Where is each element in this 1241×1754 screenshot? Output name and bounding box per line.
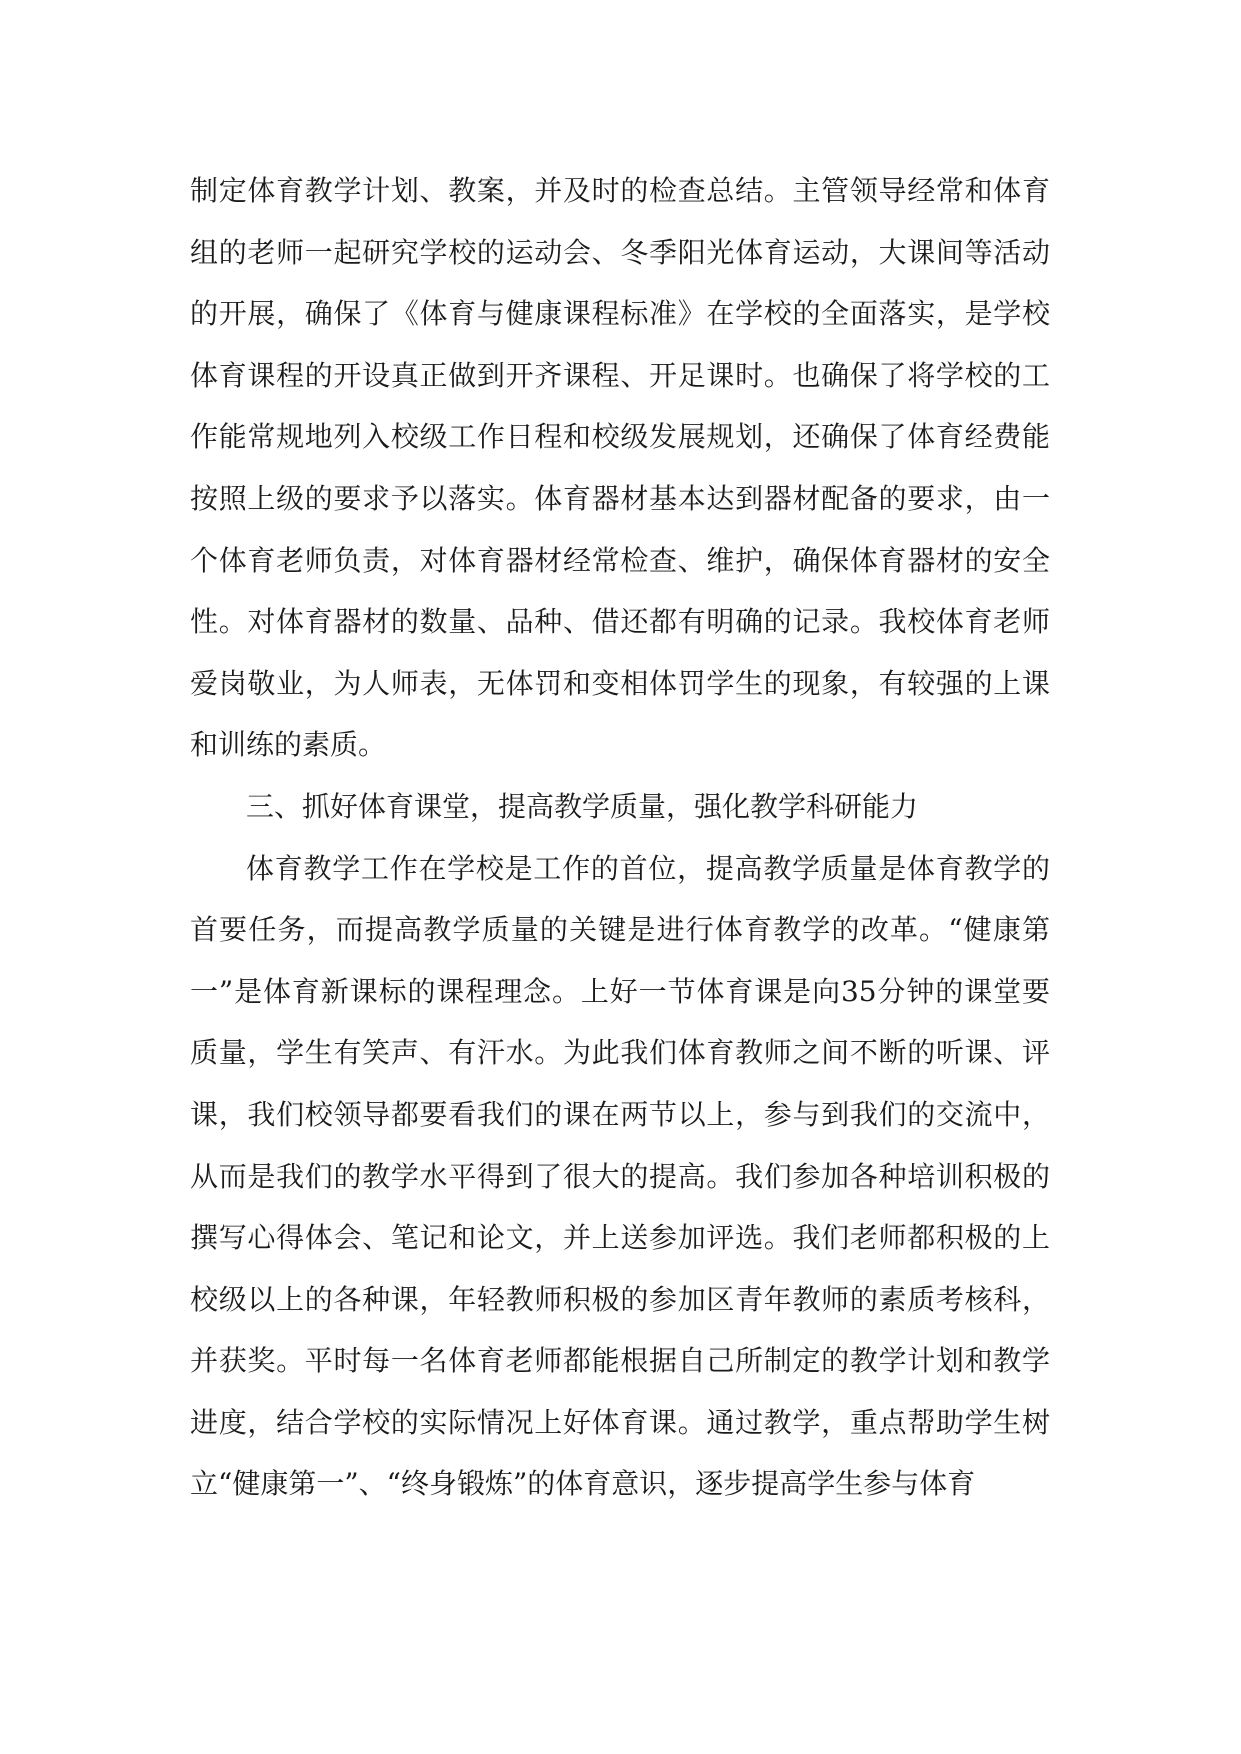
section-heading: 三、抓好体育课堂，提高教学质量，强化教学科研能力 [246,789,919,823]
paragraph: 体育教学工作在学校是工作的首位，提高教学质量是体育教学的首要任务，而提高教学质量的关键是进行体育教学的改革。“健康第一”是体育新课标的课程理念。上好一节体育课是向35分钟的课堂要质量，学生有笑声、有汗水。为此我们体育教师之间不断的听课、评课，我们校领导都要看我们的课在两节以上，参与到我们的交流中，从而是我们的教学水平得到了很大的提高。我们参加各种培训积极的撰写心得体会、笔记和论文，并上送参加评选。我们老师都积极的上校级以上的各种课，年轻教师积极的参加区青年教师的素质考核科，并获奖。平时每一名体育老师都能根据自己所制定的教学计划和教学进度，结合学校的实际情况上好体育课。通过教学，重点帮助学生树立“健康第一”、“终身锻炼”的体育意识，逐步提高学生参与体育 [190,851,1050,1501]
paragraph-continuation: 制定体育教学计划、教案，并及时的检查总结。主管领导经常和体育组的老师一起研究学校的运动会、冬季阳光体育运动，大课间等活动的开展，确保了《体育与健康课程标准》在学校的全面落实，是学校体育课程的开设真正做到开齐课程、开足课时。也确保了将学校的工作能常规地列入校级工作日程和校级发展规划，还确保了体育经费能按照上级的要求予以落实。体育器材基本达到器材配备的要求，由一个体育老师负责，对体育器材经常检查、维护，确保体育器材的安全性。对体育器材的数量、品种、借还都有明确的记录。我校体育老师爱岗敬业，为人师表，无体罚和变相体罚学生的现象，有较强的上课和训练的素质。 [190,174,1050,762]
body-text [190,160,1050,1515]
